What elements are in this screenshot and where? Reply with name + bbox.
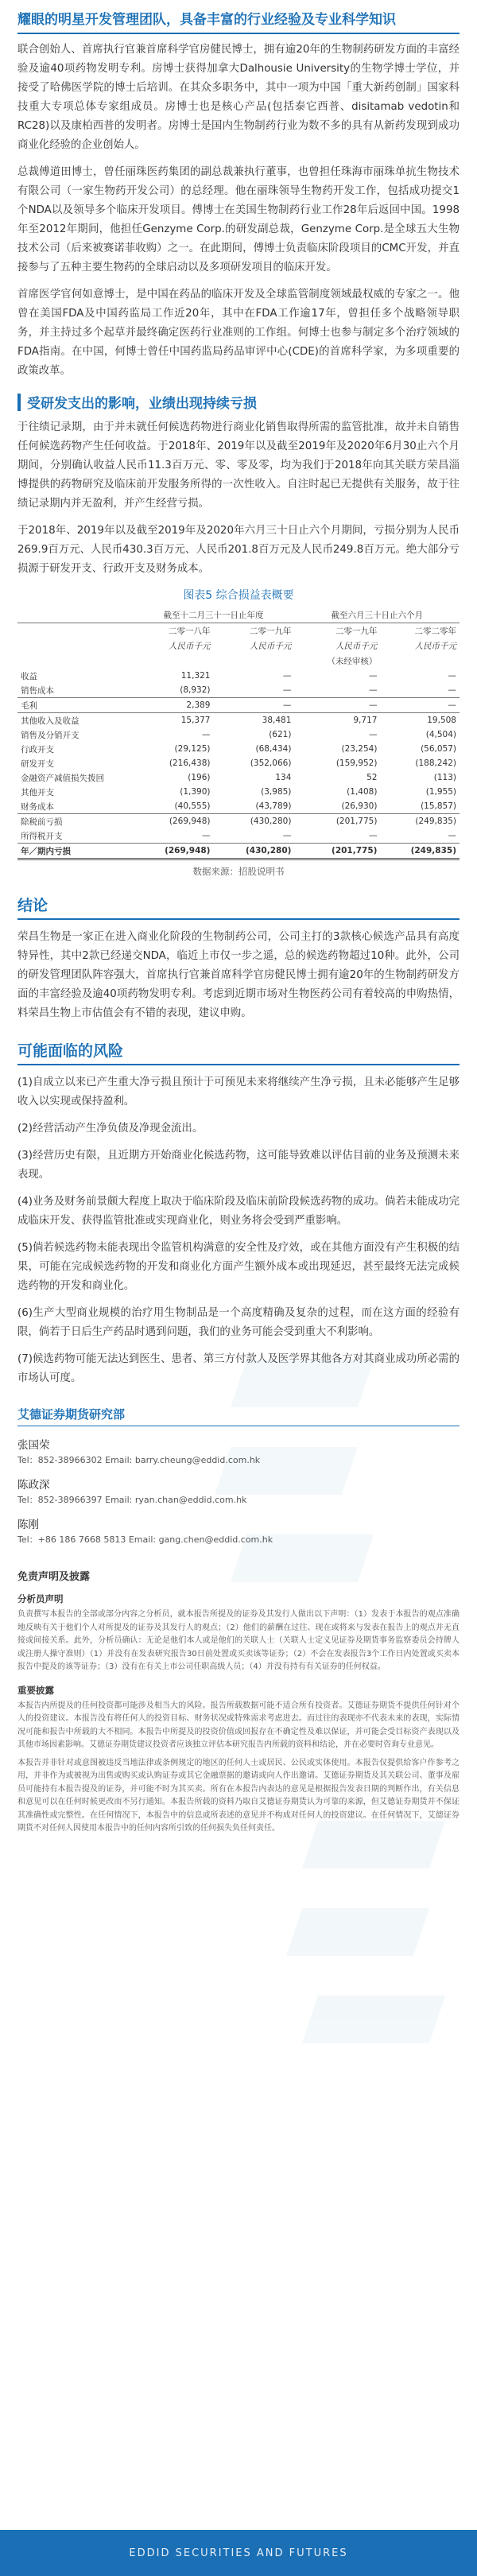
risk-list [17,1073,460,1388]
heading-losses-text: 受研发支出的影响，业绩出现持续亏损 [27,396,257,412]
row-label: 金融资产减值损失拨回 [21,773,104,783]
row-label: 毛利 [17,698,133,713]
section-heading-losses [17,392,460,412]
row-value: (269,948) [133,844,214,859]
footer-banner: EDDID SECURITIES AND FUTURES [0,2530,477,2576]
table-header-audit [17,654,460,669]
row-value: (188,242) [415,758,456,768]
row-value: (56,057) [421,744,456,754]
disclaimer-important-text: 本报告内所提及的任何投资都可能涉及相当大的风险。报告所载数据可能不适合所有投资者。艾德证券期货不提供任何针对个人的投资建议。本报告没有将任何人的投资目标、财务状况或特殊需求考虑进去。而过往的表现亦不代表未来的表现，实际情况可能和报告中所载的大不相同。本报告中所提及的投资价值或回报存在不确定性及难以保证，并可能会受目标资产表现以及其他市场因素影响。艾德证券期货建议投资者应该独立评估本研究报告内所载的资料和结论，并在必要时咨询专业意见。 [17,1701,460,1749]
figure-source: 数据来源：招股说明书 [192,866,285,877]
row-value: — [201,831,211,840]
unit-label: 人民币千元 [249,642,292,651]
audit-label [380,654,460,669]
risk-item: (6)生产大型商业规模的治疗用生物制品是一个高度精确及复杂的过程，而在这方面的经验有限，倘若于日后生产药品时遇到问题，我们的业务可能会受到重大不利影响。 [17,1307,460,1338]
paragraph-loss: 于2018年、2019年以及截至2019年及2020年六月三十日止六个月期间，亏损分别为人民币269.9百万元、人民币430.3百万元、人民币201.8百万元及人民币249.8百万元。绝大部分亏损源于研发开支、行政开支及财务成本。 [17,525,460,575]
year-label: 二零一九年 [335,627,378,636]
row-label: 年／期内亏损 [17,844,133,859]
row-value: (249,835) [380,814,460,829]
row-value: 11,321 [180,671,211,681]
disclaimer-legal-text: 本报告并非针对或意图被违反当地法律或条例规定的地区的任何人士或居民、公民或实体使用。本报告仅提供给客户作参考之用，并非作为或被视为出售或购买或认购证券或其它金融票据的邀请或向人作出邀请。艾德证券期货及其关联公司、董事及雇员可能持有本报告提及的证券，并可能不时为其买卖。所有在本报告内表达的意见是根据报告发表日期的判断作出，有关信息和意见可以在任何时候更改而不另行通知。本报告所载的资料乃取自艾德证券期货认为可靠的来源，但艾德证券期货并不保证其准确性或完整性。在任何情况下，本报告中的信息或所表述的意见并不构成对任何人的投资建议。在任何情况下，艾德证券期货不对任何人因使用本报告中的任何内容所引致的任何损失负任何责任。 [17,1758,460,1833]
row-label: 行政开支 [21,744,54,755]
row-value: (269,948) [133,814,214,829]
col-header-halfyear: 截至六月三十日止六个月 [294,607,460,623]
paragraph-founder: 联合创始人、首席执行官兼首席科学官房健民博士，拥有逾20年的生物制药研发方面的丰富经验及逾40项药物发明专利。房博士获得加拿大Dalhousie University的生物学博士学位，并接受了哈佛医学院的博士后培训。在其众多职务中，其中一项为中国「重大新药创制」国家科技重大专项总体专家组成员。房博士也是核心产品(包括泰它西普、disitamab vedotin和RC28)以及康柏西普的发明者。房博士是国内生物制药行业为数不多的具有从新药发现到成功商业化经验的企业创始人。 [17,44,460,151]
row-label: 销售成本 [21,685,54,696]
row-value: (43,789) [255,801,292,811]
year-label: 二零一九年 [249,627,292,636]
row-value: (15,857) [421,801,456,811]
risk-item: (5)倘若候选药物未能表现出令监管机构满意的安全性及疗效，或在其他方面没有产生积极的结果，可能在完成候选药物的开发和商业化方面产生额外成本或出现延迟，甚至最终无法完成候选药物的开发和商业化。 [17,1242,460,1292]
unit-label: 人民币千元 [414,642,456,651]
row-value: (430,280) [213,844,294,859]
row-label: 销售及分销开支 [21,730,80,740]
row-value: — [448,685,456,695]
row-value: — [368,671,378,681]
table-row [17,814,460,829]
table-row [17,683,460,698]
income-statement-table [17,607,460,860]
year-label: 二零二零年 [414,627,456,636]
row-value: (4,504) [425,730,456,739]
disclaimer-subtitle-important: 重要披露 [17,1684,54,1696]
paragraph-cmo: 首席医学官何如意博士，是中国在药品的临床开发及全球监管制度领域最权威的专家之一。他曾在美国FDA及中国药监局工作近20年，其中在FDA工作逾17年，曾担任多个战略领导职务，并主持过多个起草并最终确定医药行业准则的工作组。何博士也参与制定多个治疗领域的FDA指南。在中国，何博士曾任中国药监局药品审评中心(CDE)的首席科学家，为多项重要的政策改革。 [17,289,460,377]
row-value: — [368,685,378,695]
row-value: (40,555) [174,801,211,811]
risk-item: (2)经营活动产生净负债及净现金流出。 [17,1123,204,1135]
row-value: 38,481 [213,713,294,728]
risk-item: (4)业务及财务前景颇大程度上取决于临床阶段及临床前阶段候选药物的成功。倘若未能成功完成临床开发、获得监管批准或实现商业化，则业务将会受到严重影响。 [17,1196,460,1227]
row-value: — [282,685,292,695]
row-value: 15,377 [133,713,214,728]
row-value: (1,390) [180,787,211,797]
risk-item: (1)自成立以来已产生重大净亏损且预计于可预见未来将继续产生净亏损，且未必能够产生足够收入以实现或保持盈利。 [17,1077,460,1108]
row-value: — [282,671,292,681]
row-value: 52 [366,773,378,782]
row-value: (1,408) [347,787,378,797]
row-value: — [368,831,378,840]
table-row [17,756,460,770]
table-row [17,742,460,756]
table-header-periods [17,607,460,623]
row-value: 19,508 [380,713,460,728]
year-label: 二零一八年 [168,627,211,636]
row-value: (1,955) [425,787,456,797]
row-value: (68,434) [255,744,292,754]
row-value: (3,985) [261,787,292,797]
section-heading-conclusion [17,894,460,920]
row-value: 2,389 [133,698,214,713]
row-label: 所得税开支 [21,831,63,841]
row-value: — [448,831,456,840]
row-value: (26,930) [341,801,378,811]
row-label: 其他开支 [21,787,54,797]
risk-item: (3)经营历史有限，且近期方开始商业化候选药物，这可能导致难以评估目前的业务及预测未来表现。 [17,1150,460,1181]
section-marker-icon [17,394,21,411]
unit-label: 人民币千元 [335,642,378,651]
table-row [17,698,460,713]
section-title-team: 耀眼的明星开发管理团队，具备丰富的行业经验及专业科学知识 [17,0,460,34]
table-row [17,770,460,785]
row-value: — [294,698,380,713]
row-value: — [448,671,456,681]
row-value: (201,775) [294,844,380,859]
table-row [17,727,460,742]
analyst-name: 陈政深 [17,1479,50,1492]
table-row [17,844,460,859]
figure-title: 图表5 综合损益表概要 [183,589,294,602]
row-value: (201,775) [294,814,380,829]
table-row [17,669,460,683]
research-team-list [17,1436,460,1546]
row-value: — [282,831,292,840]
disclaimer-title: 免责声明及披露 [17,1571,91,1583]
table-row [17,785,460,799]
risk-item: (7)候选药物可能无法达到医生、患者、第三方付款人及医学界其他各方对其商业成功所必需的市场认可度。 [17,1353,460,1384]
unit-label: 人民币千元 [168,642,211,651]
row-value: — [213,698,294,713]
heading-risks-text: 可能面临的风险 [17,1042,124,1060]
row-value: (430,280) [213,814,294,829]
table-row [17,713,460,728]
row-value: (29,125) [174,744,211,754]
audit-label: （未经审核） [327,657,378,666]
analyst-name: 陈刚 [17,1519,39,1531]
row-value: (216,438) [169,758,211,768]
row-value: 9,717 [294,713,380,728]
row-value: (8,932) [180,685,211,695]
row-value: — [201,730,211,739]
row-value: (249,835) [380,844,460,859]
paragraph-president: 总裁傅道田博士，曾任丽珠医药集团的副总裁兼执行董事，也曾担任珠海市丽珠单抗生物技术有限公司（一家生物药开发公司）的总经理。他在丽珠领导生物药开发工作，包括成功提交1个NDA以及领导多个临床开发项目。傅博士在美国生物制药行业工作28年后返回中国。1998年至2012年期间，他担任Genzyme Corp.的研发副总裁，Genzyme Corp.是全球五大生物技术公司（后来被赛诺菲收购）之一。在此期间，傅博士负责临床阶段项目的CMC开发，并直接参与了五种主要生物药的全球启动以及多项研发项目的临床开发。 [17,166,460,274]
row-label: 收益 [21,671,37,681]
table-row [17,799,460,814]
row-value: (113) [433,773,456,782]
analyst-contact: Tel：852-38966302 Email: barry.cheung@eddid.com.hk [17,1455,261,1465]
row-value: (352,066) [250,758,292,768]
row-value: (621) [269,730,292,739]
paragraph-revenue: 于往绩记录期，由于并未就任何候选药物进行商业化销售取得所需的监管批准，故并未自销售任何候选药物产生任何收益。于2018年、2019年以及截至2019年及2020年6月30止六个月期间，分别确认收益人民币11.3百万元、零、零及零，均为我们于2018年向其关联方荣昌淄博提供的药物研究及临床前开发服务所得的一次性收入。自注时起已无提供有关服务，故于往绩记录期内并无盈利，并产生经营亏损。 [17,421,460,510]
heading-conclusion-text: 结论 [17,897,48,914]
row-label: 研发开支 [21,758,54,769]
disclaimer-subtitle-analyst: 分析员声明 [17,1593,64,1604]
col-header-year: 截至十二月三十一日止年度 [133,607,295,623]
analyst-contact: Tel：+86 186 7668 5813 Email: gang.chen@eddid.com.hk [17,1534,273,1545]
section-heading-risks [17,1039,460,1065]
row-value: — [380,698,460,713]
research-team-title: 艾德证券期货研究部 [17,1406,460,1426]
table-header-years [17,623,460,639]
table-header-units [17,638,460,654]
disclaimer-analyst-text: 负责撰写本报告的全部或部分内容之分析员，就本报告所提及的证券及其发行人做出以下声明：（1）发表于本报告的观点准确地反映有关于他们个人对所提及的证券及其发行人的观点；（2）他们的薪酬在过往、现在或将来与发表在报告上的观点并无直接或间接关系。此外，分析员确认：无论是他们本人或是他们的关联人士（关联人士定义见证券及期货事务监察委员会持牌人或注册人操守准则）（1）并没有在发表研究报告30日前处置或买卖该等证券；（2）不会在发表报告3个工作日内处置或买卖本报告中提及的该等证券；（3）没有在有关上市公司任职高级人员；（4）并没有持有有关证券的任何权益。 [17,1610,460,1671]
audit-label [213,654,294,669]
row-label: 财务成本 [21,801,54,812]
paragraph-conclusion: 荣昌生物是一家正在进入商业化阶段的生物制药公司，公司主打的3款核心候选产品具有高度特异性，其中2款已经递交NDA，临近上市仅一步之遥，总的候选药物超过10种。此外，公司的研发管理团队阵容强大，首席执行官兼首席科学官房健民博士拥有逾20年的生物制药研发方面的丰富经验及逾40项药物发明专利。考虑到近期市场对生物医药公司有着较高的申购热情，料荣昌生物上市估值会有不错的表现，建议申购。 [17,931,460,1019]
row-value: 134 [275,773,292,782]
analyst-contact: Tel：852-38966397 Email: ryan.chan@eddid.com.hk [17,1495,247,1505]
income-statement-rows [17,669,460,859]
audit-label [133,654,214,669]
row-value: (159,952) [335,758,378,768]
table-row [17,828,460,844]
analyst-name: 张国荣 [17,1439,50,1452]
row-value: (23,254) [341,744,378,754]
row-value: (196) [188,773,211,782]
row-value: — [368,730,378,739]
row-label: 其他收入及收益 [17,713,133,728]
row-label: 除税前亏损 [17,814,133,829]
